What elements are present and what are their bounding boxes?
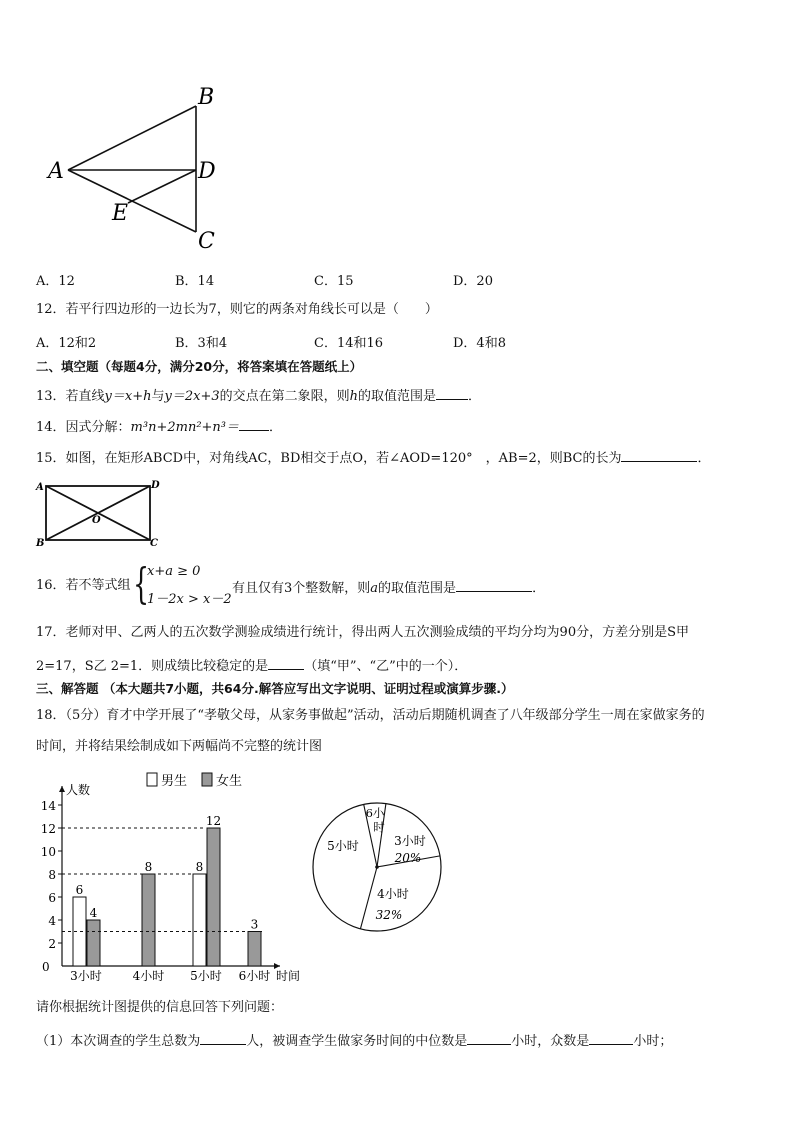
question-17-line-2 — [36, 655, 467, 676]
label-C: C — [198, 229, 215, 254]
bar-label-female: 4 — [89, 906, 98, 920]
legend-swatch-male — [147, 773, 157, 786]
pie-label-3h: 3小时 — [394, 834, 426, 848]
triangle-figure — [40, 80, 230, 260]
q16-inequality-2: 1－2x > x－2 — [147, 592, 232, 607]
q13-text-2: 与 — [151, 389, 165, 404]
q12-option-b: B．3和4 — [175, 336, 228, 351]
y-tick-label: 0 — [42, 960, 50, 974]
y-tick-label: 12 — [40, 822, 56, 836]
legend-swatch-female — [202, 773, 212, 786]
q12-option-a: A．12和2 — [36, 336, 97, 351]
q13-var-h: h — [349, 389, 359, 404]
q11-option-c: C．15 — [314, 274, 354, 289]
q15-end: ． — [697, 451, 711, 466]
q11-option-d: D．20 — [453, 274, 493, 289]
q18-part-1 — [36, 1030, 672, 1051]
q15-text: 15．如图，在矩形ABCD中，对角线AC，BD相交于点O，若∠AOD=120° ，AB=2，则BC的长为 — [36, 451, 622, 466]
q11-option-a: A．12 — [36, 274, 75, 289]
bar-label-male: 8 — [195, 860, 204, 874]
section-2-title: 二、填空题（每题4分，满分20分，将答案填在答题纸上） — [36, 359, 363, 374]
y-tick-label: 6 — [48, 891, 56, 905]
q17-line-1: 17．老师对甲、乙两人的五次数学测验成绩进行统计，得出两人五次测验成绩的平均分均为90分，方差分别是S甲 — [36, 625, 689, 640]
y-tick-label: 4 — [48, 914, 56, 928]
q16-system-brace: { — [133, 559, 150, 608]
y-tick-label: 10 — [40, 845, 56, 859]
q13-eq-2: y＝2x+3 — [164, 389, 220, 404]
pie-label-4h: 4小时 — [377, 887, 409, 901]
q16-end: ． — [532, 581, 546, 596]
legend-label-male: 男生 — [161, 774, 188, 789]
bar-label-female: 12 — [205, 814, 222, 828]
y-tick-label: 2 — [48, 937, 56, 951]
q17-answer-blank[interactable] — [268, 655, 304, 670]
section-3-title: 三、解答题 （本大题共7小题，共64分.解答应写出文字说明、证明过程或演算步骤.） — [36, 681, 514, 696]
q16-text-1: 16．若不等式组 — [36, 578, 131, 593]
bar-label-female: 3 — [250, 917, 259, 932]
q13-text-4: 的取值范围是 — [358, 389, 437, 404]
y-axis-label: 人数 — [66, 783, 91, 797]
q15-answer-blank[interactable] — [621, 447, 697, 462]
bar-female — [142, 874, 155, 966]
q13-text-3: 的交点在第二象限，则 — [219, 389, 350, 404]
bar-female — [207, 828, 220, 966]
q16-var-a: a — [370, 581, 379, 596]
q14-end: ． — [269, 420, 283, 435]
q18-total-blank[interactable] — [200, 1030, 246, 1045]
rect-label-O: O — [92, 515, 101, 526]
x-tick-label: 5小时 — [190, 969, 222, 983]
pie-label-6h-line1: 6小 — [365, 806, 385, 820]
q12-stem: 12．若平行四边形的一边长为7，则它的两条对角线长可以是（ ） — [36, 302, 438, 317]
q18-part1-text-4: 小时； — [633, 1034, 673, 1049]
x-tick-label: 3小时 — [70, 969, 102, 983]
pie-chart — [305, 795, 455, 945]
q18-part1-text-3: 小时，众数是 — [511, 1034, 590, 1049]
bar-label-female: 8 — [144, 860, 153, 874]
q18-prompt: 请你根据统计图提供的信息回答下列问题： — [36, 1000, 284, 1015]
q18-mode-blank[interactable] — [589, 1030, 633, 1045]
pie-label-5h: 5小时 — [327, 839, 359, 853]
bar-chart — [30, 768, 320, 988]
q17-line-2b: （填“甲”、“乙”中的一个）． — [304, 659, 468, 674]
label-E: E — [112, 201, 129, 226]
pie-percent-4h: 32% — [375, 908, 403, 922]
q14-answer-blank[interactable] — [239, 416, 269, 431]
q18-line-1: 18．（5分）育才中学开展了“孝敬父母，从家务事做起”活动，活动后期随机调查了八年级部分学生一周在家做家务的 — [36, 708, 705, 723]
y-tick-label: 8 — [48, 868, 56, 882]
q16-answer-blank[interactable] — [456, 577, 532, 592]
q16-text-3: 的取值范围是 — [378, 581, 457, 596]
question-13 — [36, 385, 481, 406]
rect-label-B: B — [36, 538, 45, 548]
rect-label-A: A — [36, 482, 44, 493]
pie-center — [375, 865, 379, 869]
rect-label-C: C — [150, 538, 158, 548]
rect-label-D: D — [151, 480, 160, 491]
q13-text-1: 13．若直线 — [36, 389, 105, 404]
q14-text: 14．因式分解： — [36, 420, 131, 435]
label-A: A — [48, 159, 64, 184]
q13-eq-1: y＝x+h — [104, 389, 152, 404]
question-14 — [36, 416, 282, 437]
x-axis-label: 时间 — [276, 969, 301, 983]
bar-male — [193, 874, 206, 966]
bar-label-male: 6 — [75, 883, 84, 897]
pie-percent-3h: 20% — [394, 851, 422, 865]
q17-line-2a: 2=17，S乙 2=1．则成绩比较稳定的是 — [36, 659, 269, 674]
q16-inequality-1: x+a ≥ 0 — [147, 564, 201, 579]
q18-part1-text-1: （1）本次调查的学生总数为 — [36, 1034, 201, 1049]
q14-expression: m³n+2mn²+n³＝ — [130, 420, 240, 435]
y-axis-arrow — [59, 786, 65, 792]
question-16 — [36, 577, 131, 595]
q12-option-d: D．4和8 — [453, 336, 506, 351]
q16-text-2: 有且仅有3个整数解，则 — [232, 581, 371, 596]
x-tick-label: 6小时 — [238, 969, 271, 983]
q13-answer-blank[interactable] — [436, 385, 468, 400]
q13-end: ． — [468, 389, 482, 404]
q12-option-c: C．14和16 — [314, 336, 384, 351]
bar-female — [248, 932, 261, 967]
rectangle-figure — [34, 478, 164, 548]
question-16-tail — [232, 577, 545, 598]
q18-median-blank[interactable] — [467, 1030, 511, 1045]
y-tick-label: 14 — [40, 799, 56, 813]
label-B: B — [198, 85, 215, 110]
q18-line-2: 时间，并将结果绘制成如下两幅尚不完整的统计图 — [36, 739, 323, 754]
pie-label-6h-line2: 时 — [373, 820, 385, 834]
q18-part1-text-2: 人，被调查学生做家务时间的中位数是 — [246, 1034, 468, 1049]
legend-label-female: 女生 — [216, 774, 243, 789]
question-15 — [36, 447, 711, 468]
x-tick-label: 4小时 — [132, 969, 165, 983]
bar-female — [87, 920, 100, 966]
label-D: D — [198, 159, 216, 184]
q11-option-b: B．14 — [175, 274, 215, 289]
